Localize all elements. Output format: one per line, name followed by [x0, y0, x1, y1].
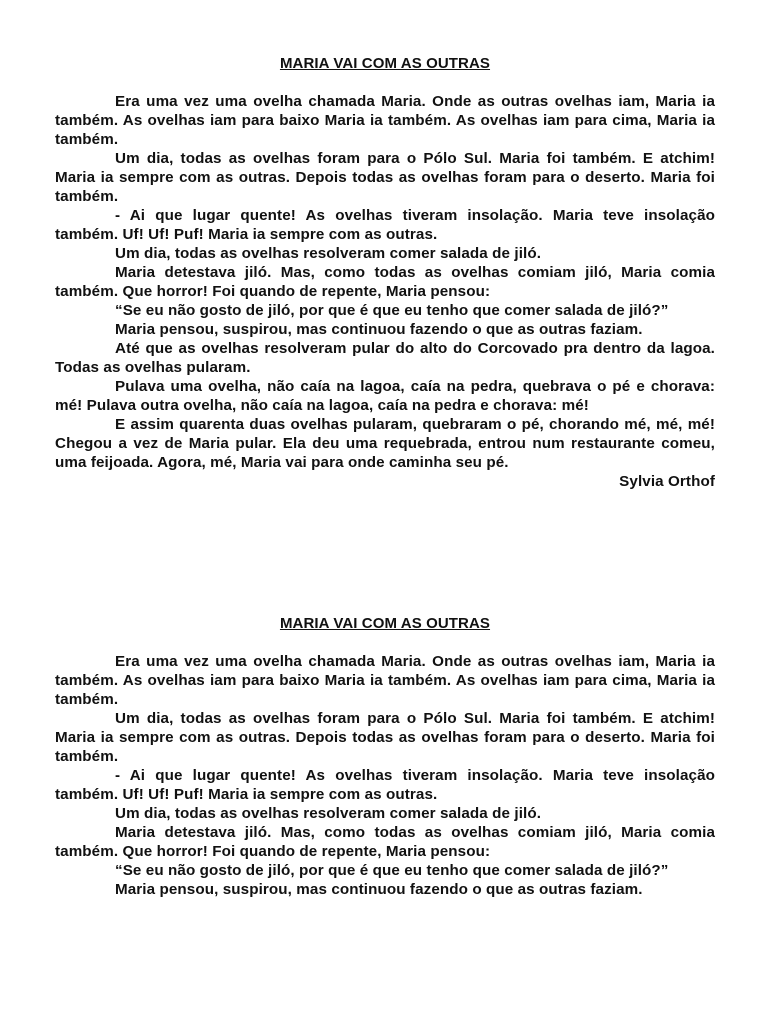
story-title: MARIA VAI COM AS OUTRAS	[279, 55, 491, 72]
paragraph-4: Um dia, todas as ovelhas resolveram comer salada de jiló.	[115, 245, 542, 262]
paragraph-2: Um dia, todas as ovelhas foram para o Pólo Sul. Maria foi também. E atchim! Maria ia sempre com as outras. Depois todas as ovelhas foram para o deserto. Maria foi também.	[55, 150, 715, 205]
paragraph-8: Até que as ovelhas resolveram pular do alto do Corcovado pra dentro da lagoa. Todas as ovelhas pularam.	[55, 340, 715, 376]
story-title-copy: MARIA VAI COM AS OUTRAS	[279, 615, 491, 632]
story-block-1	[55, 54, 715, 491]
paragraph-1-copy: Era uma vez uma ovelha chamada Maria. Onde as outras ovelhas iam, Maria ia também. As ovelhas iam para baixo Maria ia também. As ovelhas iam para cima, Maria ia também.	[55, 653, 715, 708]
paragraph-5-copy: Maria detestava jiló. Mas, como todas as ovelhas comiam jiló, Maria comia também. Que horror! Foi quando de repente, Maria pensou:	[55, 824, 715, 860]
paragraph-1: Era uma vez uma ovelha chamada Maria. Onde as outras ovelhas iam, Maria ia também. As ovelhas iam para baixo Maria ia também. As ovelhas iam para cima, Maria ia também.	[55, 93, 715, 148]
paragraph-5: Maria detestava jiló. Mas, como todas as ovelhas comiam jiló, Maria comia também. Que horror! Foi quando de repente, Maria pensou:	[55, 264, 715, 300]
paragraph-6: “Se eu não gosto de jiló, por que é que eu tenho que comer salada de jiló?”	[115, 302, 669, 319]
paragraph-6-copy: “Se eu não gosto de jiló, por que é que eu tenho que comer salada de jiló?”	[115, 862, 669, 879]
paragraph-2-copy: Um dia, todas as ovelhas foram para o Pólo Sul. Maria foi também. E atchim! Maria ia sempre com as outras. Depois todas as ovelhas foram para o deserto. Maria foi também.	[55, 710, 715, 765]
paragraph-4-copy: Um dia, todas as ovelhas resolveram comer salada de jiló.	[115, 805, 542, 822]
paragraph-9: Pulava uma ovelha, não caía na lagoa, caía na pedra, quebrava o pé e chorava: mé! Pulava outra ovelha, não caía na lagoa, caía na pedra e chorava: mé!	[55, 378, 715, 414]
story-block-2	[55, 614, 715, 899]
paragraph-3-copy: - Ai que lugar quente! As ovelhas tiveram insolação. Maria teve insolação também. Uf! Uf! Puf! Maria ia sempre com as outras.	[55, 767, 715, 803]
paragraph-7: Maria pensou, suspirou, mas continuou fazendo o que as outras faziam.	[115, 321, 643, 338]
paragraph-10: E assim quarenta duas ovelhas pularam, quebraram o pé, chorando mé, mé, mé! Chegou a vez de Maria pular. Ela deu uma requebrada, entrou num restaurante comeu, uma feijoada. Agora, mé, Maria vai para onde caminha seu pé.	[55, 416, 715, 471]
author-name: Sylvia Orthof	[619, 473, 715, 490]
paragraph-7-copy: Maria pensou, suspirou, mas continuou fazendo o que as outras faziam.	[115, 881, 643, 898]
paragraph-3: - Ai que lugar quente! As ovelhas tiveram insolação. Maria teve insolação também. Uf! Uf! Puf! Maria ia sempre com as outras.	[55, 207, 715, 243]
